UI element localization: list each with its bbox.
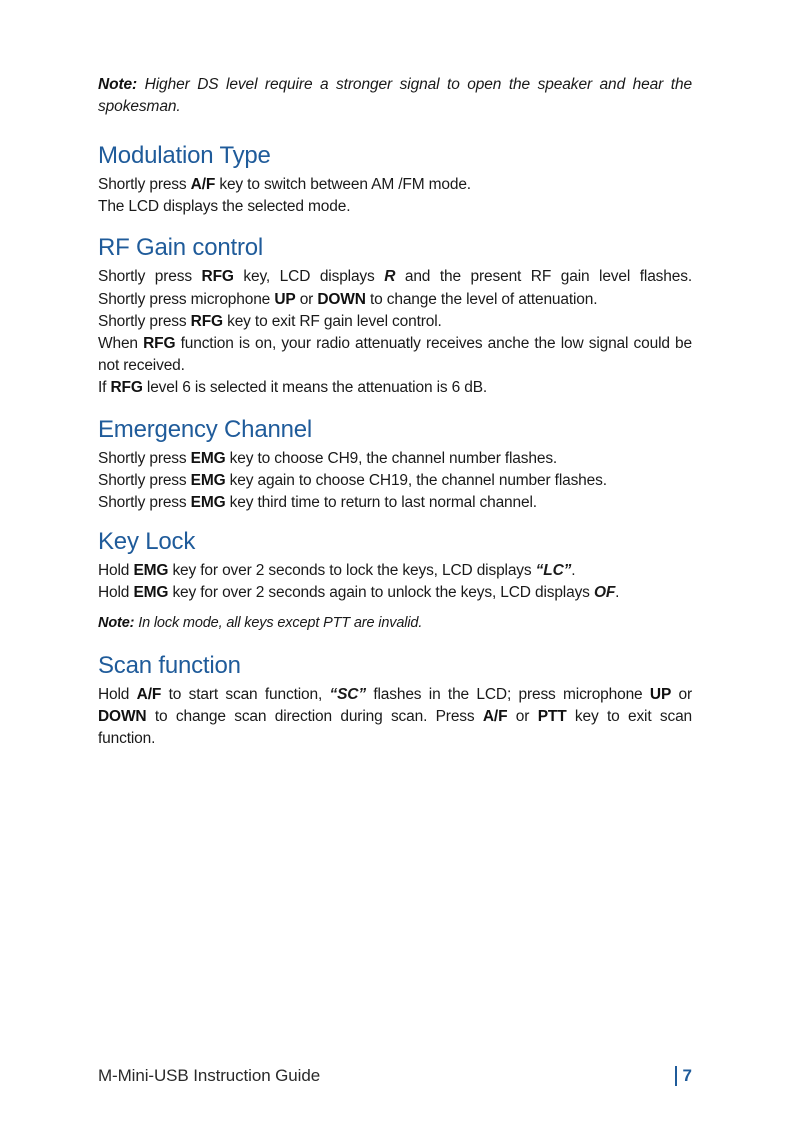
key-rfg: RFG xyxy=(201,268,234,286)
key-down: DOWN xyxy=(98,707,147,725)
intro-note-text: Higher DS level require a stronger signal to open the speaker and hear the spokesman. xyxy=(98,76,692,115)
text: or xyxy=(507,707,538,725)
key-emg: EMG xyxy=(190,494,226,512)
rf-gain-line-2 xyxy=(98,289,692,311)
text: Shortly press xyxy=(98,268,202,286)
scan-body xyxy=(98,684,692,751)
text: Shortly press xyxy=(98,494,191,512)
modulation-line-2: The LCD displays the selected mode. xyxy=(98,198,351,216)
text: key to exit scan function. xyxy=(98,707,693,748)
text: to change scan direction during scan. Press xyxy=(146,707,483,725)
lcd-sc: “SC” xyxy=(329,685,366,703)
intro-note-label: Note: xyxy=(98,76,138,93)
key-emg: EMG xyxy=(190,449,226,467)
text: key third time to return to last normal channel. xyxy=(225,494,537,512)
heading-rf-gain: RF Gain control xyxy=(98,234,264,262)
text: flashes in the LCD; press microphone xyxy=(365,685,650,703)
modulation-line-1 xyxy=(98,174,692,196)
text: Hold xyxy=(98,562,134,580)
key-lock-line-2 xyxy=(98,582,692,604)
text: or xyxy=(295,290,318,308)
intro-note xyxy=(98,74,692,118)
emergency-body xyxy=(98,448,692,515)
key-af: A/F xyxy=(190,176,216,193)
text: level 6 is selected it means the attenuation is 6 dB. xyxy=(142,379,488,397)
key-emg: EMG xyxy=(133,562,169,580)
footer-guide-title: M-Mini-USB Instruction Guide xyxy=(98,1066,321,1085)
note-text: In lock mode, all keys except PTT are invalid. xyxy=(134,614,423,631)
emergency-line-2 xyxy=(98,470,692,492)
text: key, LCD displays xyxy=(233,268,385,286)
text: When xyxy=(98,335,144,353)
key-rfg: RFG xyxy=(190,312,223,330)
footer-page xyxy=(675,1066,692,1086)
text: . xyxy=(571,562,576,580)
text: function is on, your radio attenuatly receives anche the low signal could be not received. xyxy=(98,335,692,375)
text: and the present RF gain level flashes. xyxy=(395,268,692,286)
note-label: Note: xyxy=(98,614,135,631)
rf-gain-line-4 xyxy=(98,333,692,377)
modulation-body xyxy=(98,174,692,218)
lcd-r: R xyxy=(384,268,396,286)
heading-emergency: Emergency Channel xyxy=(98,415,313,443)
key-emg: EMG xyxy=(190,471,226,489)
rf-gain-line-3 xyxy=(98,311,692,333)
section-modulation xyxy=(98,141,692,218)
text: Shortly press xyxy=(98,176,191,193)
rf-gain-body xyxy=(98,266,692,399)
key-emg: EMG xyxy=(133,584,169,602)
footer-divider xyxy=(675,1066,677,1086)
section-key-lock xyxy=(98,527,692,632)
key-lock-line-1 xyxy=(98,560,692,582)
page-number: 7 xyxy=(682,1066,692,1085)
rf-gain-line-1 xyxy=(98,266,692,288)
text: If xyxy=(98,379,111,397)
key-up: UP xyxy=(274,290,296,308)
text: or xyxy=(671,685,693,703)
text: key to exit RF gain level control. xyxy=(222,312,442,330)
text: Shortly press microphone xyxy=(98,290,275,308)
key-rfg: RFG xyxy=(143,335,176,353)
text: key to choose CH9, the channel number flashes. xyxy=(225,449,558,467)
text: key again to choose CH19, the channel number flashes. xyxy=(225,471,607,489)
key-ptt: PTT xyxy=(537,707,567,725)
key-lock-body xyxy=(98,560,692,604)
lcd-lc: “LC” xyxy=(535,562,572,580)
text: to start scan function, xyxy=(161,685,330,703)
text: key for over 2 seconds to lock the keys, LCD displays xyxy=(168,562,536,580)
text: Shortly press xyxy=(98,449,191,467)
section-emergency xyxy=(98,415,692,515)
heading-scan: Scan function xyxy=(98,651,241,679)
text: Hold xyxy=(98,584,134,602)
key-lock-note xyxy=(98,613,692,633)
page-content xyxy=(98,74,692,750)
text: to change the level of attenuation. xyxy=(365,290,598,308)
text: Hold xyxy=(98,685,137,703)
text: Shortly press xyxy=(98,471,191,489)
emergency-line-3 xyxy=(98,492,692,514)
heading-modulation: Modulation Type xyxy=(98,142,271,169)
text: . xyxy=(615,584,620,602)
page-footer xyxy=(98,1066,692,1090)
emergency-line-1 xyxy=(98,448,692,470)
key-down: DOWN xyxy=(317,290,366,308)
lcd-of: OF xyxy=(593,584,616,602)
text: key for over 2 seconds again to unlock the keys, LCD displays xyxy=(168,584,594,602)
key-up: UP xyxy=(649,685,672,703)
key-af: A/F xyxy=(482,707,508,725)
heading-key-lock: Key Lock xyxy=(98,528,196,556)
section-rf-gain xyxy=(98,233,692,399)
key-af: A/F xyxy=(136,685,162,703)
rf-gain-line-5 xyxy=(98,377,692,399)
key-rfg: RFG xyxy=(110,379,143,397)
text: key to switch between AM /FM mode. xyxy=(215,176,471,193)
section-scan xyxy=(98,651,692,751)
text: Shortly press xyxy=(98,312,191,330)
